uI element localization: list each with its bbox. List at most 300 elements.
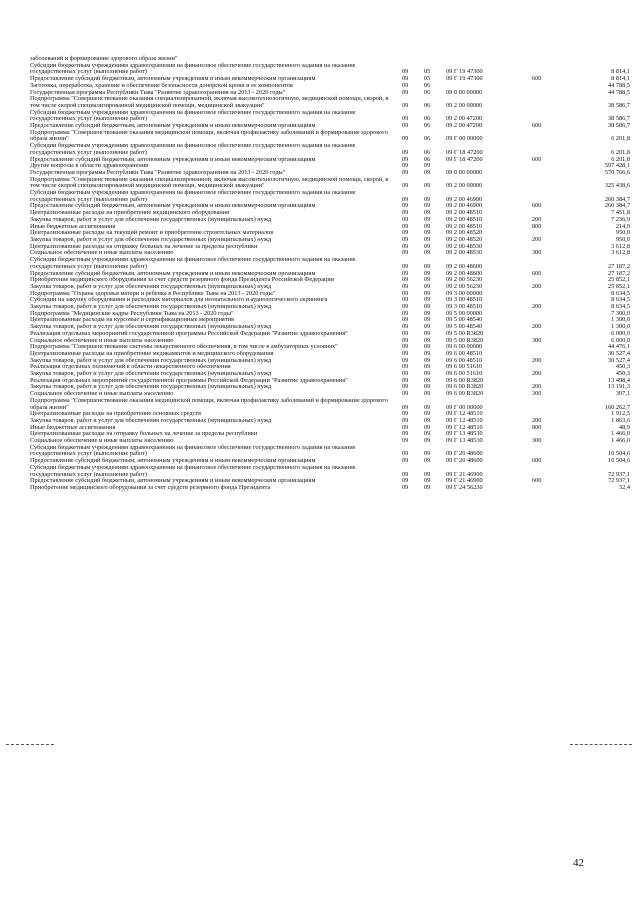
cell-csr: 09 2 00 48600 — [446, 269, 483, 277]
cell-rz: 09 — [402, 135, 409, 143]
cell-sum: 260 384,7 — [604, 195, 630, 203]
cell-csr: 09 Г 19 47300 — [446, 75, 483, 83]
cell-sum: 13 191,3 — [607, 383, 630, 391]
cell-rz: 09 — [402, 168, 409, 176]
cell-vr: 200 — [532, 356, 542, 364]
cell-prz: 09 — [424, 296, 431, 304]
cell-vr: 600 — [532, 202, 542, 210]
cell-prz: 09 — [424, 289, 431, 297]
cell-prz: 09 — [424, 276, 431, 284]
cell-sum: 160 262,7 — [604, 403, 630, 411]
cell-sum: 27 187,2 — [607, 269, 630, 277]
cell-rz: 09 — [402, 148, 409, 156]
cell-name: Предоставление субсидий бюджетным, автономным учреждениям и иным некоммерческим организациям — [30, 75, 316, 83]
cell-csr: 09 6 00 51610 — [446, 370, 483, 378]
cell-rz: 09 — [402, 276, 409, 284]
cell-prz: 09 — [424, 249, 431, 257]
cell-rz: 09 — [402, 289, 409, 297]
cell-vr: 200 — [532, 370, 542, 378]
cell-name: Закупка товаров, работ и услуг для обеспечения государственных (муниципальных) нужд — [30, 303, 272, 311]
cell-csr: 09 2 00 47200 — [446, 122, 483, 130]
cell-prz: 06 — [424, 88, 431, 96]
cell-sum: 13 498,4 — [607, 376, 630, 384]
cell-prz: 09 — [424, 450, 431, 458]
cell-rz: 09 — [402, 437, 409, 445]
cell-prz: 05 — [424, 68, 431, 76]
cell-csr: 09 2 00 48510 — [446, 209, 483, 217]
cell-prz: 09 — [424, 162, 431, 170]
cell-rz: 09 — [402, 323, 409, 331]
cell-vr: 200 — [532, 215, 542, 223]
cell-rz: 09 — [402, 222, 409, 230]
cell-name: Реализация отдельных полномочий в области лекарственного обеспечения — [30, 363, 231, 371]
cell-sum: 214,9 — [615, 222, 630, 230]
cell-prz: 09 — [424, 262, 431, 270]
cell-sum: 10 504,6 — [607, 450, 630, 458]
cell-name: Социальное обеспечение и иные выплаты населению — [30, 249, 174, 257]
cell-csr: 09 Г 21 46900 — [446, 477, 483, 485]
cell-sum: 30 527,4 — [607, 349, 630, 357]
cell-csr: 09 5 00 48540 — [446, 316, 483, 324]
cell-vr: 300 — [532, 437, 542, 445]
cell-prz: 09 — [424, 309, 431, 317]
cell-name: Другие вопросы в области здравоохранения — [30, 162, 148, 170]
cell-vr: 600 — [532, 269, 542, 277]
table-row — [30, 63, 630, 76]
cell-csr: 09 Г 12 48510 — [446, 423, 483, 431]
cell-name: Приобретение медицинского оборудования за счет средств резервного фонда Президента — [30, 484, 271, 491]
cell-prz: 09 — [424, 329, 431, 337]
cell-prz: 09 — [424, 383, 431, 391]
cell-sum: 950,0 — [615, 235, 630, 243]
cell-name: Социальное обеспечение и иные выплаты населению — [30, 437, 174, 445]
cell-name: Иные бюджетные ассигнования — [30, 423, 116, 431]
cell-prz: 09 — [424, 215, 431, 223]
cell-csr: 09 2 00 56230 — [446, 282, 483, 290]
cell-vr: 300 — [532, 390, 542, 398]
cell-sum: 325 438,6 — [604, 182, 630, 190]
cell-csr: 09 6 00 51610 — [446, 363, 483, 371]
cell-rz: 09 — [402, 215, 409, 223]
cell-sum: 44 788,5 — [607, 81, 630, 89]
cell-sum: 48,9 — [618, 423, 630, 431]
cell-rz: 09 — [402, 349, 409, 357]
cell-sum: 3 612,8 — [611, 249, 630, 257]
cell-sum: 10 504,6 — [607, 457, 630, 465]
cell-vr: 300 — [532, 336, 542, 344]
cell-name: Социальное обеспечение и иные выплаты населению — [30, 390, 174, 398]
cell-csr: 09 5 00 R3820 — [446, 329, 484, 337]
cell-sum: 1 466,0 — [611, 437, 630, 445]
cell-csr: 09 Г 20 48600 — [446, 450, 483, 458]
cell-rz: 09 — [402, 316, 409, 324]
cell-rz: 09 — [402, 115, 409, 123]
cell-sum: 7 300,0 — [611, 309, 630, 317]
cell-prz: 09 — [424, 410, 431, 418]
table-row — [30, 110, 630, 123]
cell-prz: 09 — [424, 168, 431, 176]
cell-name: Централизованные расходы на курсовые и сертификационные мероприятия — [30, 316, 234, 324]
cell-name: Субсидии бюджетным учреждениям здравоохранения на финансовое обеспечение государственного задания на оказание государственных услуг (выполнение работ) — [30, 142, 356, 156]
cell-rz: 09 — [402, 484, 409, 491]
cell-rz: 09 — [402, 229, 409, 237]
cell-csr: 09 2 00 46900 — [446, 202, 483, 210]
cell-name: заболеваний и формирование здорового образа жизни" — [30, 55, 178, 62]
cell-rz: 09 — [402, 242, 409, 250]
cell-vr: 200 — [532, 416, 542, 424]
cell-sum: 25 852,1 — [607, 276, 630, 284]
cell-csr: 09 Г 21 46900 — [446, 470, 483, 478]
cell-prz: 06 — [424, 101, 431, 109]
cell-name: Централизованные расходы на приобретение медикаментов и медицинского оборудования — [30, 349, 274, 357]
cell-name: Подпрограмма "Медицинские кадры Республики Тыва на 2013 - 2020 годы" — [30, 309, 234, 317]
cell-sum: 32,4 — [618, 484, 630, 491]
cell-rz: 09 — [402, 182, 409, 190]
cell-rz: 09 — [402, 101, 409, 109]
cell-sum: 1 912,5 — [611, 410, 630, 418]
cell-sum: 30 527,4 — [607, 356, 630, 364]
cell-prz: 05 — [424, 75, 431, 83]
cell-rz: 09 — [402, 403, 409, 411]
cell-name: Подпрограмма "Совершенствование оказания специализированной, включая высокотехнологичную, медицинской помощи, скорой, в том числе скорой специализированной медицинской помощи, медицинской эвакуации" — [30, 95, 389, 109]
cell-csr: 09 Г 12 48510 — [446, 416, 483, 424]
cell-prz: 06 — [424, 155, 431, 163]
cell-name: Закупка товаров, работ и услуг для обеспечения государственных (муниципальных) нужд — [30, 282, 272, 290]
cell-rz: 09 — [402, 122, 409, 130]
cell-csr: 09 5 00 R3820 — [446, 336, 484, 344]
cell-rz: 09 — [402, 88, 409, 96]
table-row — [30, 96, 630, 109]
cell-csr: 09 2 00 48600 — [446, 262, 483, 270]
cell-name: Государственная программа Республики Тыва "Развитие здравоохранения на 2013 - 2020 годы" — [30, 88, 286, 96]
cell-vr: 600 — [532, 122, 542, 130]
cell-name: Централизованные расходы на отправку больных на лечение за пределы республики — [30, 430, 258, 438]
cell-sum: 6 000,0 — [611, 336, 630, 344]
cell-rz: 09 — [402, 410, 409, 418]
cell-csr: 09 2 00 48520 — [446, 235, 483, 243]
cell-rz: 09 — [402, 336, 409, 344]
cell-name: Централизованные расходы на отправку больных на лечение за пределы республики — [30, 242, 258, 250]
cell-prz: 09 — [424, 182, 431, 190]
cell-csr: 09 2 00 00000 — [446, 182, 483, 190]
cell-csr: 09 Г 18 47200 — [446, 155, 483, 163]
cell-name: Реализация отдельных мероприятий государственной программы Российской Федерации "Развитие здравоохранения" — [30, 329, 348, 337]
cell-sum: 38 586,7 — [607, 115, 630, 123]
cell-prz: 09 — [424, 242, 431, 250]
cell-prz: 09 — [424, 376, 431, 384]
cell-csr: 09 Г 19 47300 — [446, 68, 483, 76]
cell-csr: 09 2 00 47200 — [446, 115, 483, 123]
cell-sum: 38 586,7 — [607, 101, 630, 109]
cell-prz: 09 — [424, 356, 431, 364]
cell-vr: 200 — [532, 303, 542, 311]
cell-prz: 09 — [424, 403, 431, 411]
cell-name: Подпрограмма "Совершенствование системы лекарственного обеспечения, в том числе в амбулаторных условиях" — [30, 343, 338, 351]
cell-sum: 1 300,0 — [611, 323, 630, 331]
cell-name: Предоставление субсидий бюджетным, автономным учреждениям и иным некоммерческим организациям — [30, 269, 316, 277]
cell-csr: 09 6 00 48510 — [446, 349, 483, 357]
cell-rz: 09 — [402, 430, 409, 438]
table-row — [30, 465, 630, 478]
cell-name: Подпрограмма "Совершенствование оказания специализированной, включая высокотехнологичную, медицинской помощи, скорой, в том числе скорой специализированной медицинской помощи, медицинской эвакуации" — [30, 175, 389, 190]
cell-vr: 200 — [532, 323, 542, 331]
cell-name: Субсидии бюджетным учреждениям здравоохранения на финансовое обеспечение государственного задания на оказание государственных услуг (выполнение работ) — [30, 256, 356, 270]
cell-name: Закупка товаров, работ и услуг для обеспечения государственных (муниципальных) нужд — [30, 215, 272, 223]
cell-csr: 09 2 00 56230 — [446, 276, 483, 284]
cell-rz: 09 — [402, 477, 409, 485]
cell-sum: 44 476,1 — [607, 343, 630, 351]
cell-rz: 09 — [402, 363, 409, 371]
cell-rz: 09 — [402, 370, 409, 378]
cell-csr: 09 2 00 00000 — [446, 101, 483, 109]
cell-name: Централизованные расходы на текущий ремонт и приобретение строительных материалов — [30, 229, 274, 237]
cell-name: Приобретение медицинского оборудования за счет средств резервного фонда Президента Российской Федерации — [30, 276, 335, 284]
cell-prz: 09 — [424, 484, 431, 491]
cell-sum: 44 788,5 — [607, 88, 630, 96]
cell-prz: 09 — [424, 336, 431, 344]
cell-prz: 09 — [424, 457, 431, 465]
cell-sum: 307,1 — [615, 390, 630, 398]
cell-sum: 8 814,1 — [611, 75, 630, 83]
cell-vr: 600 — [532, 477, 542, 485]
cell-rz: 09 — [402, 457, 409, 465]
cell-name: Закупка товаров, работ и услуг для обеспечения государственных (муниципальных) нужд — [30, 323, 272, 331]
cell-csr: 09 6 00 48510 — [446, 356, 483, 364]
cell-csr: 09 2 00 48520 — [446, 229, 483, 237]
cell-csr: 09 Г 13 48530 — [446, 437, 483, 445]
cell-rz: 09 — [402, 296, 409, 304]
cell-vr: 600 — [532, 457, 542, 465]
cell-csr: 09 3 00 00000 — [446, 289, 483, 297]
table-row — [30, 143, 630, 156]
cell-csr: 09 5 00 00000 — [446, 309, 483, 317]
cell-prz: 09 — [424, 437, 431, 445]
cell-sum: 72 937,1 — [607, 470, 630, 478]
cell-name: Реализация отдельных мероприятий государственной программы Российской Федерации "Развитие здравоохранения" — [30, 376, 348, 384]
cell-rz: 09 — [402, 416, 409, 424]
table-row — [30, 190, 630, 203]
cell-prz: 09 — [424, 235, 431, 243]
cell-vr: 800 — [532, 222, 542, 230]
cell-csr: 09 Г 18 47200 — [446, 148, 483, 156]
cell-prz: 09 — [424, 209, 431, 217]
cell-vr: 200 — [532, 383, 542, 391]
cell-prz: 09 — [424, 229, 431, 237]
cell-name: Социальное обеспечение и иные выплаты населению — [30, 336, 174, 344]
cell-rz: 09 — [402, 450, 409, 458]
cell-sum: 27 187,2 — [607, 262, 630, 270]
cell-sum: 6 201,8 — [611, 135, 630, 143]
cell-csr: 09 2 00 48530 — [446, 242, 483, 250]
cell-prz: 09 — [424, 349, 431, 357]
cell-rz: 09 — [402, 390, 409, 398]
cell-sum: 8 634,5 — [611, 289, 630, 297]
cell-rz: 09 — [402, 262, 409, 270]
cell-name: Подпрограмма "Совершенствование оказания медицинской помощи, включая профилактику заболеваний и формирование здорового образа жизни" — [30, 128, 388, 143]
cell-csr: 09 6 00 R3820 — [446, 390, 484, 398]
cell-prz: 06 — [424, 148, 431, 156]
page-number: 42 — [573, 857, 584, 869]
cell-csr: 09 3 00 48510 — [446, 296, 483, 304]
cell-prz: 09 — [424, 416, 431, 424]
cell-vr: 200 — [532, 235, 542, 243]
cell-name: Заготовка, переработка, хранение и обеспечение безопасности донорской крови и ее компонентов — [30, 81, 293, 89]
cell-rz: 09 — [402, 303, 409, 311]
cell-rz: 09 — [402, 269, 409, 277]
cell-prz: 09 — [424, 423, 431, 431]
cell-sum: 1 300,0 — [611, 316, 630, 324]
cell-sum: 7 236,9 — [611, 215, 630, 223]
cell-csr: 09 2 00 46900 — [446, 195, 483, 203]
cell-rz: 09 — [402, 81, 409, 89]
cell-prz: 09 — [424, 477, 431, 485]
cell-sum: 450,3 — [615, 370, 630, 378]
cell-prz: 06 — [424, 81, 431, 89]
cell-rz: 09 — [402, 356, 409, 364]
table-row — [30, 445, 630, 458]
cell-rz: 09 — [402, 423, 409, 431]
cell-prz: 09 — [424, 363, 431, 371]
cell-name: Подпрограмма "Совершенствование оказания медицинской помощи, включая профилактику заболеваний и формирование здорового образа жизни" — [30, 396, 388, 411]
table-row — [30, 257, 630, 270]
cell-prz: 09 — [424, 323, 431, 331]
cell-name: Субсидии бюджетным учреждениям здравоохранения на финансовое обеспечение государственного задания на оказание государственных услуг (выполнение работ) — [30, 443, 356, 458]
cell-csr: 09 Г 00 00000 — [446, 135, 483, 143]
cell-name: Предоставление субсидий бюджетным, автономным учреждениям и иным некоммерческим организациям — [30, 477, 316, 485]
cell-sum: 1 466,0 — [611, 430, 630, 438]
cell-csr: 09 0 00 00000 — [446, 168, 483, 176]
cell-prz: 09 — [424, 202, 431, 210]
cell-sum: 597 428,1 — [604, 162, 630, 170]
cell-sum: 8 634,5 — [611, 303, 630, 311]
cell-rz: 09 — [402, 155, 409, 163]
cell-name: Предоставление субсидий бюджетным, автономным учреждениям и иным некоммерческим организациям — [30, 122, 316, 130]
cell-sum: 38 586,7 — [607, 122, 630, 130]
cell-name: Субсидии бюджетным учреждениям здравоохранения на финансовое обеспечение государственного задания на оказание государственных услуг (выполнение работ) — [30, 463, 356, 478]
cell-sum: 8 634,5 — [611, 296, 630, 304]
cell-name: Иные бюджетные ассигнования — [30, 222, 116, 230]
cell-name: Закупка товаров, работ и услуг для обеспечения государственных (муниципальных) нужд — [30, 235, 272, 243]
cell-csr: 09 6 00 00000 — [446, 343, 483, 351]
cell-csr: 09 2 00 48530 — [446, 249, 483, 257]
cell-rz: 09 — [402, 68, 409, 76]
cell-prz: 09 — [424, 390, 431, 398]
cell-csr: 09 6 00 R3820 — [446, 376, 484, 384]
cell-prz: 09 — [424, 370, 431, 378]
cell-csr: 09 3 00 48510 — [446, 303, 483, 311]
scan-dash-right — [570, 744, 632, 745]
cell-vr: 600 — [532, 155, 542, 163]
cell-sum: 260 384,7 — [604, 202, 630, 210]
cell-csr: 09 Г 24 56230 — [446, 484, 483, 491]
cell-prz: 09 — [424, 222, 431, 230]
cell-name: Централизованные расходы на приобретение основных средств — [30, 410, 202, 418]
cell-rz: 09 — [402, 343, 409, 351]
cell-name: Закупка товаров, работ и услуг для обеспечения государственных (муниципальных) нужд — [30, 383, 272, 391]
cell-rz: 09 — [402, 282, 409, 290]
cell-rz: 09 — [402, 162, 409, 170]
cell-prz: 06 — [424, 122, 431, 130]
cell-sum: 25 852,1 — [607, 282, 630, 290]
scan-dash-left — [6, 744, 54, 745]
cell-name: Закупка товаров, работ и услуг для обеспечения государственных (муниципальных) нужд — [30, 370, 272, 378]
cell-name: Субсидии бюджетным учреждениям здравоохранения на финансовое обеспечение государственного задания на оказание государственных услуг (выполнение работ) — [30, 108, 356, 123]
table-row — [30, 177, 630, 190]
cell-sum: 6 201,8 — [611, 148, 630, 156]
cell-name: Субсидии на закупку оборудования и расходных материалов для неонатального и аудиологического скрининга — [30, 296, 328, 304]
cell-rz: 09 — [402, 309, 409, 317]
cell-rz: 09 — [402, 75, 409, 83]
cell-prz: 09 — [424, 282, 431, 290]
cell-csr: 09 Г 20 48600 — [446, 457, 483, 465]
cell-sum: 3 612,8 — [611, 242, 630, 250]
cell-rz: 09 — [402, 249, 409, 257]
cell-rz: 09 — [402, 470, 409, 478]
cell-prz: 09 — [424, 269, 431, 277]
cell-csr: 09 2 00 48510 — [446, 222, 483, 230]
cell-csr: 09 Г 13 48530 — [446, 430, 483, 438]
cell-csr: 09 6 00 R3820 — [446, 383, 484, 391]
cell-name: Предоставление субсидий бюджетным, автономным учреждениям и иным некоммерческим организациям — [30, 457, 316, 465]
cell-sum: 1 863,6 — [611, 416, 630, 424]
cell-vr: 600 — [532, 75, 542, 83]
cell-name: Закупка товаров, работ и услуг для обеспечения государственных (муниципальных) нужд — [30, 416, 272, 424]
cell-name: Субсидии бюджетным учреждениям здравоохранения на финансовое обеспечение государственного задания на оказание государственных услуг (выполнение работ) — [30, 189, 356, 203]
cell-vr: 200 — [532, 282, 542, 290]
cell-csr: 09 5 00 48540 — [446, 323, 483, 331]
cell-rz: 09 — [402, 209, 409, 217]
cell-name: Централизованные расходы на приобретение медицинского оборудования — [30, 209, 229, 217]
cell-prz: 09 — [424, 195, 431, 203]
cell-rz: 09 — [402, 195, 409, 203]
cell-csr: 09 0 00 00000 — [446, 88, 483, 96]
table-body — [30, 56, 630, 492]
cell-rz: 09 — [402, 383, 409, 391]
cell-csr: 09 Г 12 48510 — [446, 410, 483, 418]
cell-vr: 300 — [532, 249, 542, 257]
cell-name: Государственная программа Республики Тыва "Развитие здравоохранения на 2013 - 2020 годы" — [30, 168, 286, 176]
cell-rz: 09 — [402, 235, 409, 243]
cell-rz: 09 — [402, 329, 409, 337]
cell-sum: 8 814,1 — [611, 68, 630, 76]
cell-name: Закупка товаров, работ и услуг для обеспечения государственных (муниципальных) нужд — [30, 356, 272, 364]
cell-sum: 950,0 — [615, 229, 630, 237]
cell-sum: 450,3 — [615, 363, 630, 371]
cell-csr: 09 Г 00 00000 — [446, 403, 483, 411]
cell-prz: 06 — [424, 115, 431, 123]
cell-prz: 09 — [424, 343, 431, 351]
budget-table — [30, 56, 630, 492]
cell-csr: 09 2 00 48510 — [446, 215, 483, 223]
cell-sum: 6 000,0 — [611, 329, 630, 337]
cell-name: Субсидии бюджетным учреждениям здравоохранения на финансовое обеспечение государственного задания на оказание государственных услуг (выполнение работ) — [30, 61, 356, 76]
cell-prz: 09 — [424, 316, 431, 324]
cell-sum: 570 766,6 — [604, 168, 630, 176]
table-row — [30, 485, 630, 492]
cell-name: Предоставление субсидий бюджетным, автономным учреждениям и иным некоммерческим организациям — [30, 202, 316, 210]
cell-prz: 09 — [424, 430, 431, 438]
table-row — [30, 398, 630, 411]
cell-prz: 09 — [424, 470, 431, 478]
cell-prz: 06 — [424, 135, 431, 143]
cell-vr: 800 — [532, 423, 542, 431]
cell-rz: 09 — [402, 376, 409, 384]
cell-name: Предоставление субсидий бюджетным, автономным учреждениям и иным некоммерческим организациям — [30, 155, 316, 163]
cell-rz: 09 — [402, 202, 409, 210]
cell-sum: 6 201,8 — [611, 155, 630, 163]
cell-prz: 09 — [424, 303, 431, 311]
table-row — [30, 130, 630, 143]
